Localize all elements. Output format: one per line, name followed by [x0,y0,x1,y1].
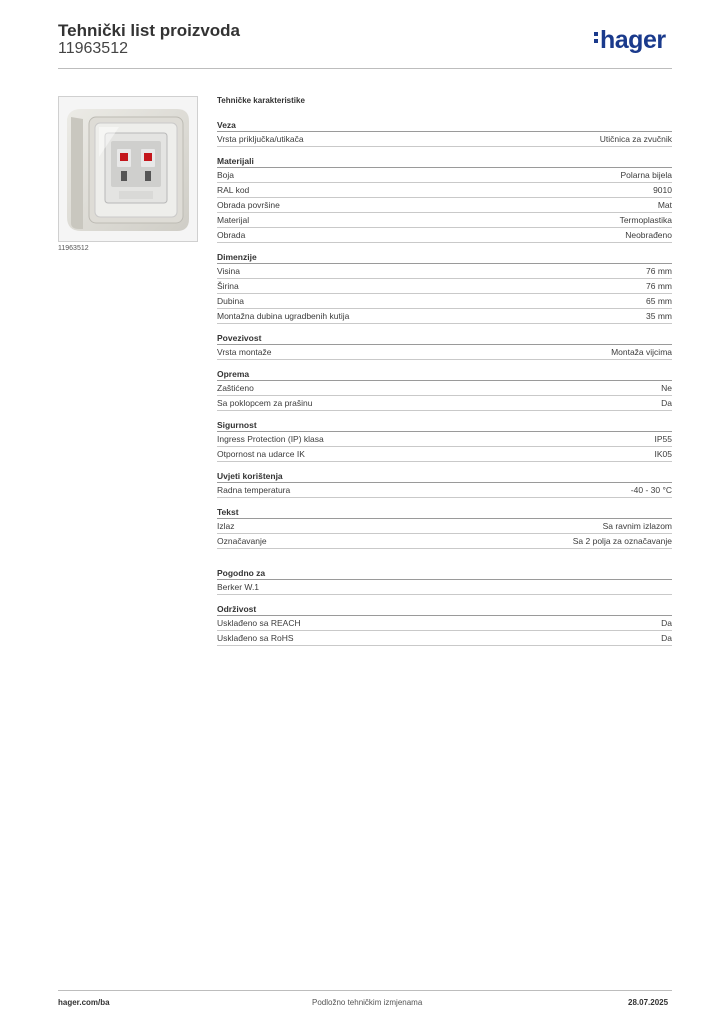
spec-label: Boja [217,170,235,180]
spec-label: Montažna dubina ugradbenih kutija [217,311,350,321]
spec-row [217,213,672,228]
footer-website: hager.com/ba [58,998,110,1007]
spec-value: Neobrađeno [625,230,672,240]
spec-row [217,168,672,183]
spec-label: Materijal [217,215,250,225]
spec-row [217,294,672,309]
section-heading: Tekst [217,506,672,519]
spec-label: Sa poklopcem za prašinu [217,398,313,408]
spec-value: 76 mm [646,266,672,276]
spec-section [217,332,672,360]
spec-row [217,580,672,595]
footer-divider [58,990,672,991]
spec-label: Obrada površine [217,200,280,210]
spec-row [217,432,672,447]
specs-title: Tehničke karakteristike [217,96,305,105]
spec-section [217,470,672,498]
footer-note: Podložno tehničkim izmjenama [312,998,423,1007]
spec-value: 65 mm [646,296,672,306]
spec-label: Vrsta priključka/utikača [217,134,304,144]
spec-label: Obrada [217,230,246,240]
spec-label: Berker W.1 [217,582,260,592]
spec-row [217,519,672,534]
spec-value: Da [661,618,672,628]
spec-value: 9010 [653,185,672,195]
spec-value: Mat [657,200,672,210]
spec-row [217,345,672,360]
product-number: 11963512 [58,40,128,57]
section-heading: Sigurnost [217,419,672,432]
product-image [58,96,198,242]
spec-section [217,251,672,324]
spec-row [217,309,672,324]
spec-row [217,534,672,549]
spec-label: Usklađeno sa RoHS [217,633,294,643]
spec-row [217,228,672,243]
spec-label: Vrsta montaže [217,347,272,357]
hager-logo [594,26,666,55]
spec-row [217,264,672,279]
spec-value: Ne [661,383,672,393]
spec-label: Širina [217,281,239,291]
spec-label: Izlaz [217,521,235,531]
section-heading: Uvjeti korištenja [217,470,672,483]
spec-value: Da [661,398,672,408]
spec-row [217,132,672,147]
section-heading: Povezivost [217,332,672,345]
section-heading: Pogodno za [217,567,672,580]
spec-section [217,368,672,411]
spec-value: Sa ravnim izlazom [602,521,672,531]
product-photo-icon [59,97,197,241]
spec-row [217,198,672,213]
image-caption: 11963512 [58,245,89,252]
spec-section [217,119,672,147]
spec-value: Da [661,633,672,643]
header-divider [58,68,672,69]
spec-value: Montaža vijcima [611,347,672,357]
spec-row [217,279,672,294]
spec-value: Polarna bijela [620,170,672,180]
section-heading: Materijali [217,155,672,168]
spec-label: Ingress Protection (IP) klasa [217,434,324,444]
spec-value: IK05 [654,449,672,459]
spec-row [217,616,672,631]
spec-section [217,567,672,595]
spec-value: Utičnica za zvučnik [599,134,672,144]
spec-label: Dubina [217,296,244,306]
spec-label: Otpornost na udarce IK [217,449,305,459]
spec-value: 35 mm [646,311,672,321]
spec-value: Sa 2 polja za označavanje [572,536,672,546]
section-heading: Održivost [217,603,672,616]
spec-section [217,419,672,462]
spec-section [217,506,672,549]
spec-label: Visina [217,266,240,276]
spec-row [217,183,672,198]
spec-row [217,447,672,462]
spec-row [217,631,672,646]
logo-colon-icon [594,29,599,46]
spec-row [217,396,672,411]
spec-row [217,381,672,396]
footer-date: 28.07.2025 [628,998,669,1007]
spec-label: Radna temperatura [217,485,291,495]
spec-label: Usklađeno sa REACH [217,618,301,628]
spec-label: RAL kod [217,185,250,195]
spec-value: IP55 [654,434,672,444]
spec-label: Zaštićeno [217,383,254,393]
section-heading: Oprema [217,368,672,381]
spec-value: 76 mm [646,281,672,291]
page-title: Tehnički list proizvoda [58,21,240,40]
spec-section [217,603,672,646]
spec-label: Označavanje [217,536,267,546]
spec-value: -40 - 30 °C [630,485,672,495]
section-heading: Dimenzije [217,251,672,264]
section-heading: Veza [217,119,672,132]
logo-text: hager [600,26,666,54]
specs-table [217,95,672,654]
spec-value: Termoplastika [619,215,672,225]
spec-row [217,483,672,498]
spec-section [217,155,672,243]
